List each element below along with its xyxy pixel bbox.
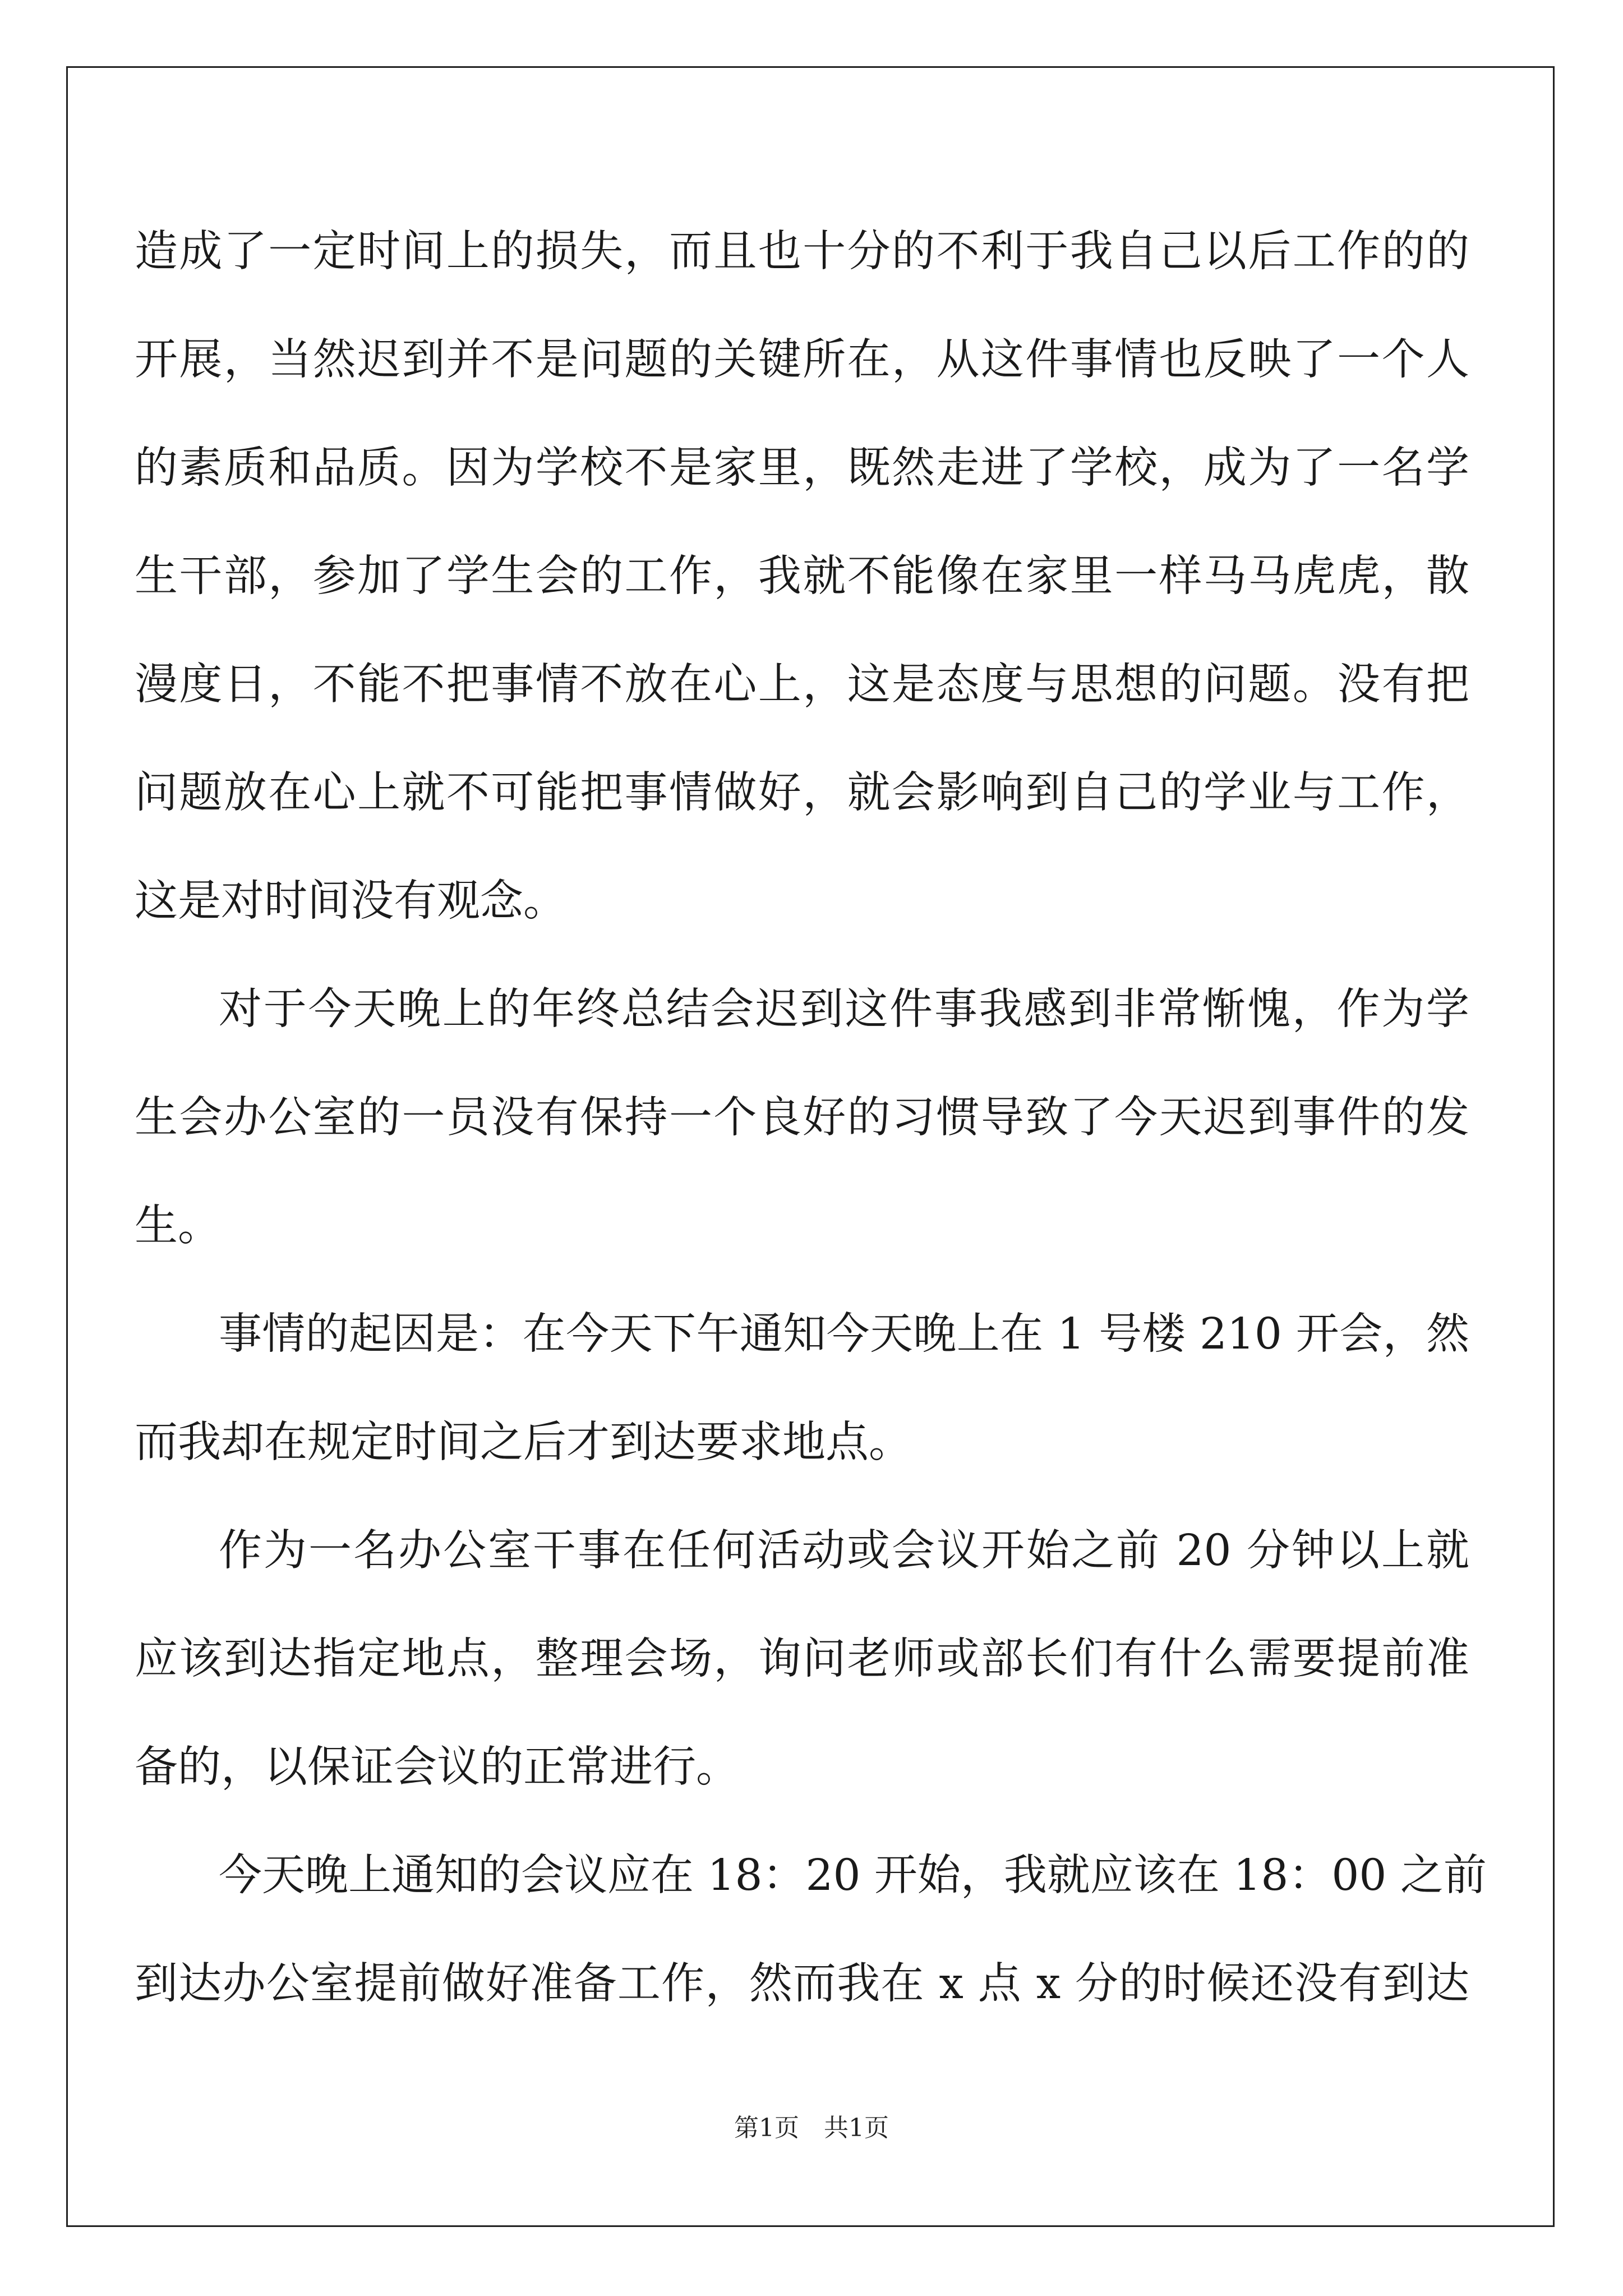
text-line: 生会办公室的一员没有保持一个良好的习惯导致了今天迟到事件的发 xyxy=(135,1093,1469,1143)
text-line: 生。 xyxy=(135,1201,221,1251)
page-border xyxy=(66,66,1555,2227)
paragraph-first-line: 事情的起因是：在今天下午通知今天晚上在 1 号楼 210 开会，然 xyxy=(219,1309,1469,1359)
text-line: 而我却在规定时间之后才到达要求地点。 xyxy=(135,1418,912,1467)
text-line: 这是对时间没有观念。 xyxy=(135,876,566,926)
text-line: 漫度日，不能不把事情不放在心上，这是态度与思想的问题。没有把 xyxy=(135,660,1469,710)
paragraph-first-line: 对于今天晚上的年终总结会迟到这件事我感到非常惭愧，作为学 xyxy=(219,984,1469,1034)
text-line: 造成了一定时间上的损失，而且也十分的不利于我自己以后工作的的 xyxy=(135,227,1469,277)
text-line: 开展，当然迟到并不是问题的关键所在，从这件事情也反映了一个人 xyxy=(135,335,1469,385)
text-line: 应该到达指定地点，整理会场，询问老师或部长们有什么需要提前准 xyxy=(135,1634,1469,1684)
text-line: 到达办公室提前做好准备工作，然而我在 x 点 x 分的时候还没有到达 xyxy=(135,1959,1469,2009)
paragraph-first-line: 今天晚上通知的会议应在 18：20 开始，我就应该在 18：00 之前 xyxy=(219,1851,1487,1901)
text-line: 的素质和品质。因为学校不是家里，既然走进了学校，成为了一名学 xyxy=(135,443,1469,493)
text-line: 生干部，参加了学生会的工作，我就不能像在家里一样马马虎虎，散 xyxy=(135,551,1469,601)
text-line: 备的，以保证会议的正常进行。 xyxy=(135,1742,739,1792)
page-number-footer: 第1页 共1页 xyxy=(734,2114,889,2142)
text-line: 问题放在心上就不可能把事情做好，就会影响到自己的学业与工作， xyxy=(135,768,1469,818)
paragraph-first-line: 作为一名办公室干事在任何活动或会议开始之前 20 分钟以上就 xyxy=(219,1526,1469,1576)
